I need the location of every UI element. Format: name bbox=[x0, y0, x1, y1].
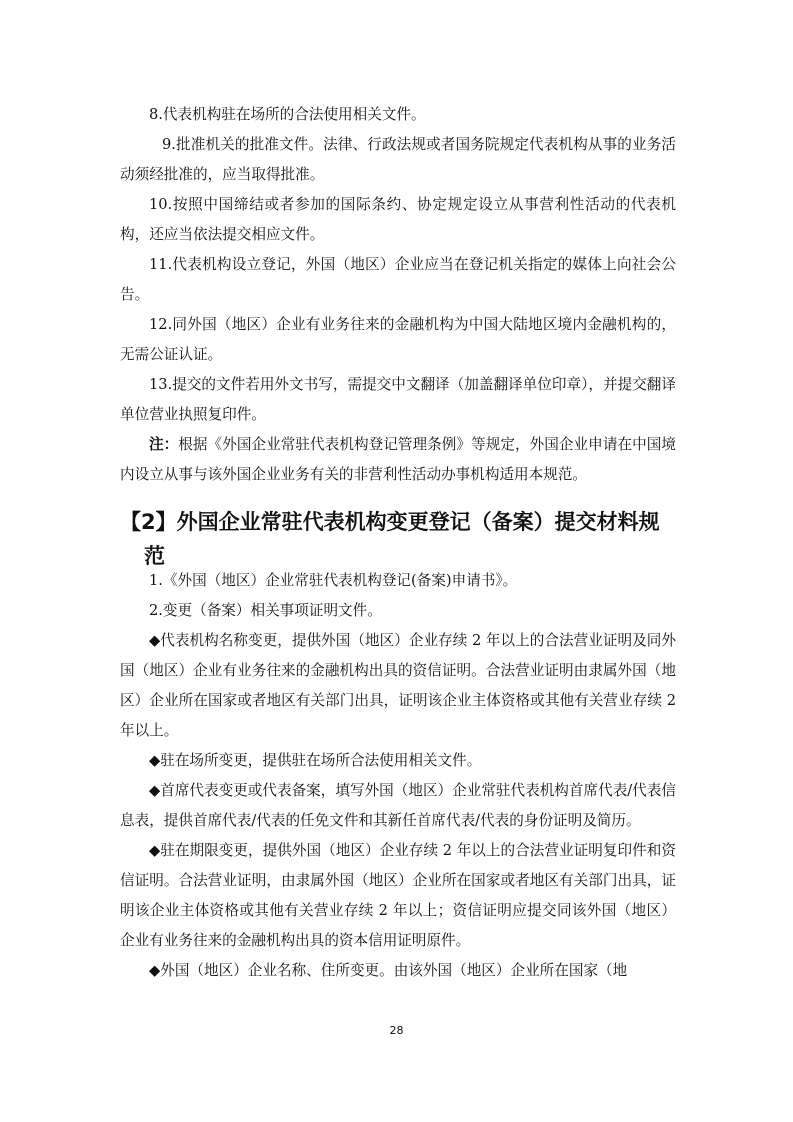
list-item: ◆代表机构名称变更，提供外国（地区）企业存续 2 年以上的合法营业证明及同外国（地区）企业有业务往来的金融机构出具的资信证明。合法营业证明由隶属外国（地区）企业所在国家或者地区有关部门出具，证明该企业主体资格或其他有关营业存续 2 年以上。 bbox=[120, 632, 676, 739]
list-item: ◆驻在期限变更，提供外国（地区）企业存续 2 年以上的合法营业证明复印件和资信证明。合法营业证明，由隶属外国（地区）企业所在国家或者地区有关部门出具，证明该企业主体资格或其他有关营业存续 2 年以上；资信证明应提交同该外国（地区）企业有业务往来的金融机构出具的资本信用证明原件。 bbox=[120, 842, 676, 949]
list-item: ◆外国（地区）企业名称、住所变更。由该外国（地区）企业所在国家（地 bbox=[149, 962, 628, 979]
list-item: 1.《外国（地区）企业常驻代表机构登记(备案)申请书》。 bbox=[149, 572, 518, 589]
list-item: 8.代表机构驻在场所的合法使用相关文件。 bbox=[149, 106, 426, 123]
section2-body bbox=[120, 566, 676, 986]
list-item: 11.代表机构设立登记，外国（地区）企业应当在登记机关指定的媒体上向社会公告。 bbox=[120, 256, 676, 303]
note-paragraph bbox=[120, 430, 676, 490]
list-item: ◆首席代表变更或代表备案，填写外国（地区）企业常驻代表机构首席代表/代表信息表，提供首席代表/代表的任免文件和其新任首席代表/代表的身份证明及简历。 bbox=[120, 782, 676, 829]
list-item: 10.按照中国缔结或者参加的国际条约、协定规定设立从事营利性活动的代表机构，还应当依法提交相应文件。 bbox=[120, 196, 676, 243]
page-number: 28 bbox=[389, 1024, 404, 1037]
section1-body bbox=[120, 100, 676, 490]
heading-line-2: 范 bbox=[144, 544, 165, 568]
list-item: 2.变更（备案）相关事项证明文件。 bbox=[149, 602, 382, 619]
list-item: 9.批准机关的批准文件。法律、行政法规或者国务院规定代表机构从事的业务活动须经批准的，应当取得批准。 bbox=[120, 136, 676, 183]
list-item: 12.同外国（地区）企业有业务往来的金融机构为中国大陆地区境内金融机构的，无需公证认证。 bbox=[120, 316, 676, 363]
list-item: ◆驻在场所变更，提供驻在场所合法使用相关文件。 bbox=[149, 752, 482, 769]
section-heading bbox=[120, 505, 680, 573]
note-text: 根据《外国企业常驻代表机构登记管理条例》等规定，外国企业申请在中国境内设立从事与该外国企业业务有关的非营利性活动办事机构适用本规范。 bbox=[120, 436, 676, 483]
heading-line-1: 【2】外国企业常驻代表机构变更登记（备案）提交材料规 bbox=[120, 510, 660, 534]
list-item: 13.提交的文件若用外文书写，需提交中文翻译（加盖翻译单位印章），并提交翻译单位营业执照复印件。 bbox=[120, 376, 676, 423]
note-label: 注： bbox=[149, 436, 179, 453]
